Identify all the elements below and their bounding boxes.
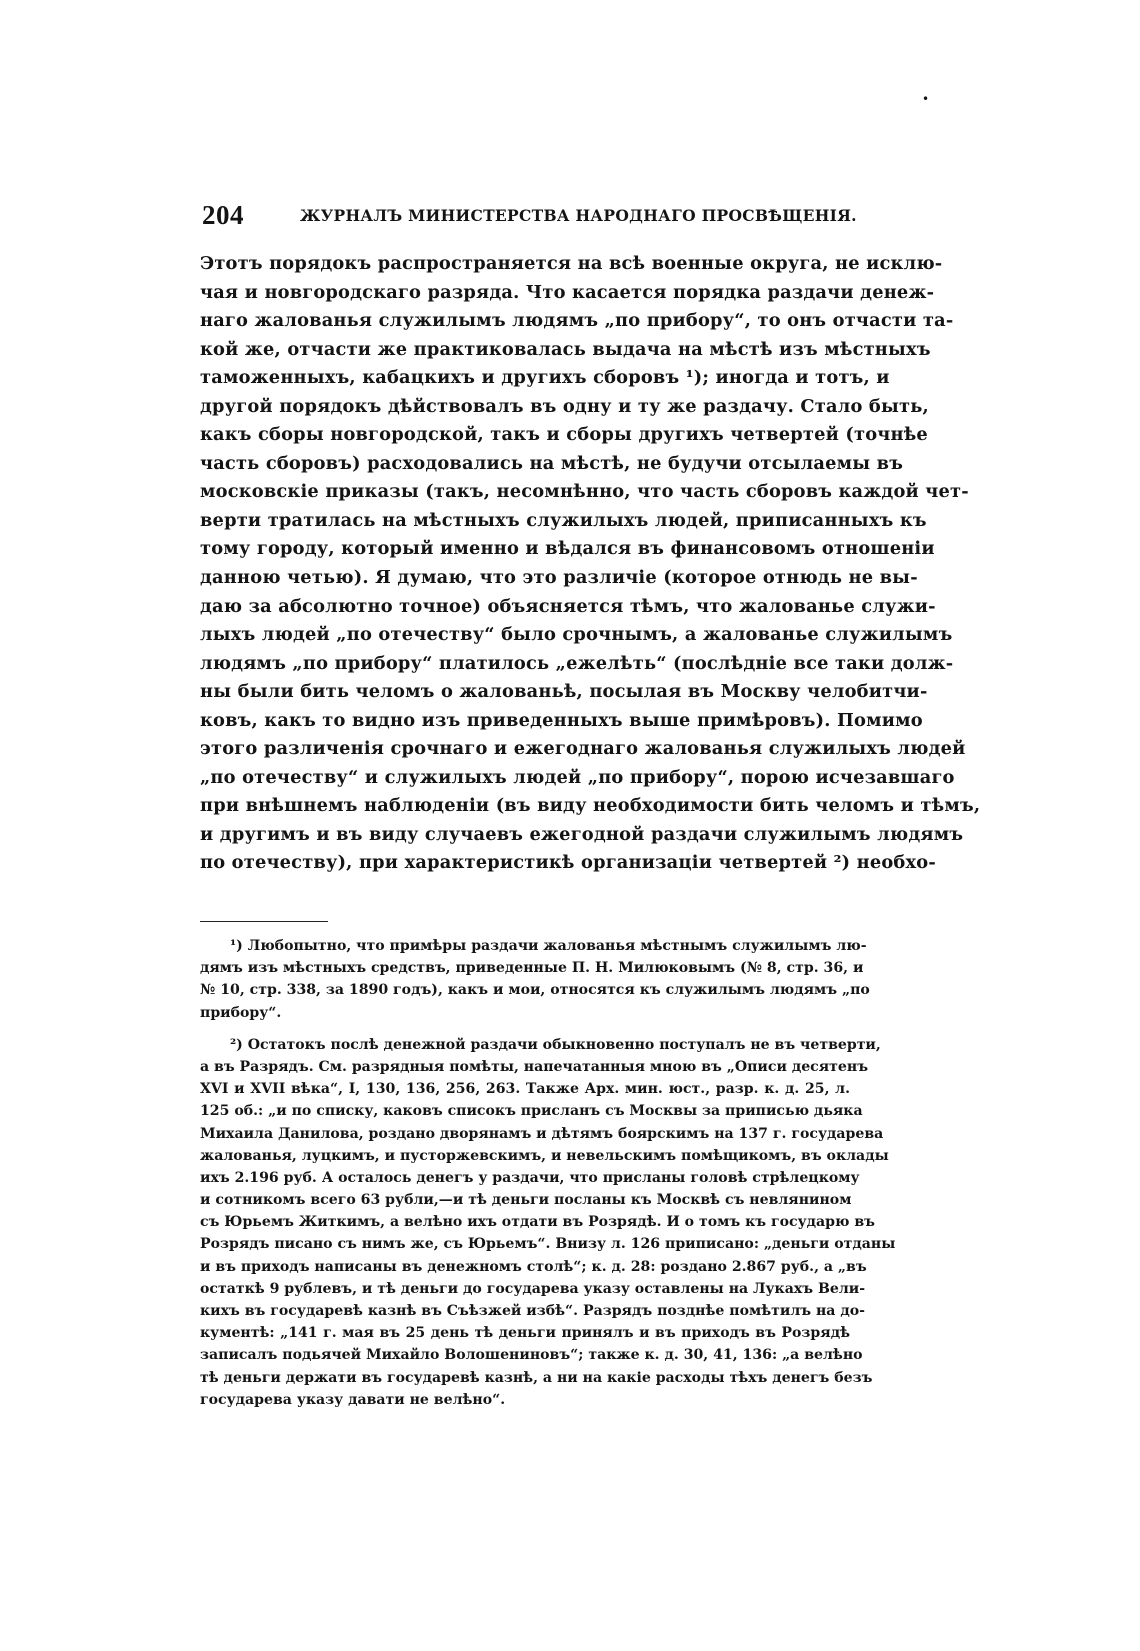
footnote-line: остаткѣ 9 рублевъ, и тѣ деньги до государева указу оставлены на Лукахъ Вели-	[200, 1280, 866, 1297]
footnote-divider	[200, 921, 328, 922]
main-text	[200, 250, 981, 878]
footnote-line: 125 об.: „и по списку, каковъ списокъ присланъ съ Москвы за приписью дьяка	[200, 1103, 863, 1120]
footnote-line: ¹) Любопытно, что примѣры раздачи жалованья мѣстнымъ служилымъ лю-	[230, 938, 867, 954]
body-text-line: при внѣшнемъ наблюденіи (въ виду необходимости бить челомъ и тѣмъ,	[200, 795, 981, 817]
body-text-line: лыхъ людей „по отечеству“ было срочнымъ, а жалованье служилымъ	[200, 624, 953, 646]
footnote-line: № 10, стр. 338, за 1890 годъ), какъ и мои, относятся къ служилымъ людямъ „по	[200, 982, 870, 999]
body-text-line: по отечеству), при характеристикѣ организаціи четвертей ²) необхо-	[200, 852, 936, 874]
print-speck: •	[922, 92, 930, 106]
footnote-line: прибору“.	[200, 1004, 282, 1021]
body-text-line: ны были бить челомъ о жалованьѣ, посылая въ Москву челобитчи-	[200, 681, 928, 703]
footnote-line: Розрядъ писано съ нимъ же, съ Юрьемъ“. Внизу л. 126 приписано: „деньги отданы	[200, 1236, 896, 1253]
footnote-line: государева указу давати не велѣно“.	[200, 1391, 506, 1408]
body-text-line: людямъ „по прибору“ платилось „ежелѣть“ (послѣдніе все таки долж-	[200, 652, 954, 674]
body-text-line: „по отечеству“ и служилыхъ людей „по прибору“, порою исчезавшаго	[200, 766, 955, 788]
footnote-line: дямъ изъ мѣстныхъ средствъ, приведенные П. Н. Милюковымъ (№ 8, стр. 36, и	[200, 960, 864, 977]
body-text-line: этого различенія срочнаго и ежегоднаго жалованья служилыхъ людей	[200, 738, 966, 760]
body-text-line: чая и новгородскаго разряда. Что касается порядка раздачи денеж-	[200, 281, 935, 303]
body-text-line: наго жалованья служилымъ людямъ „по прибору“, то онъ отчасти та-	[200, 310, 954, 332]
footnote-line: тѣ деньги держати въ государевѣ казнѣ, а ни на какіе расходы тѣхъ денегъ безъ	[200, 1369, 873, 1386]
footnote-1	[200, 935, 870, 1024]
body-text-line: даю за абсолютно точное) объясняется тѣмъ, что жалованье служи-	[200, 595, 936, 617]
footnote-line: жалованья, луцкимъ, и пусторжевскимъ, и невельскимъ помѣщикомъ, въ оклады	[200, 1147, 889, 1164]
footnote-line: съ Юрьемъ Житкимъ, а велѣно ихъ отдати въ Розрядѣ. И о томъ къ государю въ	[200, 1214, 875, 1231]
running-title: ЖУРНАЛЪ МИНИСТЕРСТВА НАРОДНАГО ПРОСВѢЩЕНІЯ.	[300, 206, 857, 225]
footnote-line: XVI и XVII вѣка“, I, 130, 136, 256, 263. Также Арх. мин. юст., разр. к. д. 25, л.	[200, 1081, 850, 1098]
footnote-line: и сотникомъ всего 63 рубли,—и тѣ деньги посланы къ Москвѣ съ невлянином	[200, 1192, 852, 1209]
body-text-line: часть сборовъ) расходовались на мѣстѣ, не будучи отсылаемы въ	[200, 452, 904, 474]
footnote-line: ²) Остатокъ послѣ денежной раздачи обыкновенно поступалъ не въ четверти,	[230, 1036, 881, 1053]
footnote-gap	[200, 1024, 850, 1034]
footnote-line: Михаила Данилова, роздано дворянамъ и дѣтямъ боярскимъ на 137 г. государева	[200, 1125, 884, 1142]
body-text-line: московскіе приказы (такъ, несомнѣнно, что часть сборовъ каждой чет-	[200, 481, 969, 503]
body-text-line: другой порядокъ дѣйствовалъ въ одну и ту же раздачу. Стало быть,	[200, 395, 929, 417]
footnote-line: ихъ 2.196 руб. А осталось денегъ у раздачи, что присланы головѣ стрѣлецкому	[200, 1169, 860, 1186]
footnote-line: а въ Разрядъ. См. разрядныя помѣты, напечатанныя мною въ „Описи десятенъ	[200, 1058, 869, 1075]
page-number: 204	[202, 200, 244, 230]
body-text-line: таможенныхъ, кабацкихъ и другихъ сборовъ ¹); иногда и тотъ, и	[200, 367, 890, 389]
footnote-line: и въ приходъ написаны въ денежномъ столѣ“; к. д. 28: роздано 2.867 руб., а „въ	[200, 1258, 867, 1275]
body-text-line: какъ сборы новгородской, такъ и сборы другихъ четвертей (точнѣе	[200, 424, 928, 446]
body-text-line: верти тратилась на мѣстныхъ служилыхъ людей, приписанныхъ къ	[200, 509, 927, 531]
body-text-line: ковъ, какъ то видно изъ приведенныхъ выше примѣровъ). Помимо	[200, 709, 923, 731]
footnote-2	[200, 1034, 896, 1411]
body-text-line: Этотъ порядокъ распространяется на всѣ военные округа, не исклю-	[200, 253, 943, 274]
body-text-line: и другимъ и въ виду случаевъ ежегодной раздачи служилымъ людямъ	[200, 823, 964, 845]
page-header	[200, 200, 857, 234]
footnote-line: кихъ въ государевѣ казнѣ въ Съѣзжей избѣ“. Разрядъ позднѣе помѣтилъ на до-	[200, 1303, 865, 1319]
body-text-line: данною четью). Я думаю, что это различіе (которое отнюдь не вы-	[200, 567, 918, 589]
body-text-line: кой же, отчасти же практиковалась выдача на мѣстѣ изъ мѣстныхъ	[200, 338, 931, 360]
body-text-line: тому городу, который именно и вѣдался въ финансовомъ отношеніи	[200, 538, 935, 560]
footnote-line: кументѣ: „141 г. мая въ 25 день тѣ деньги принялъ и въ приходъ въ Розрядѣ	[200, 1325, 850, 1342]
footnotes	[200, 935, 896, 1411]
footnote-line: записалъ подьячей Михайло Волошениновъ“; также к. д. 30, 41, 136: „а велѣно	[200, 1347, 863, 1364]
